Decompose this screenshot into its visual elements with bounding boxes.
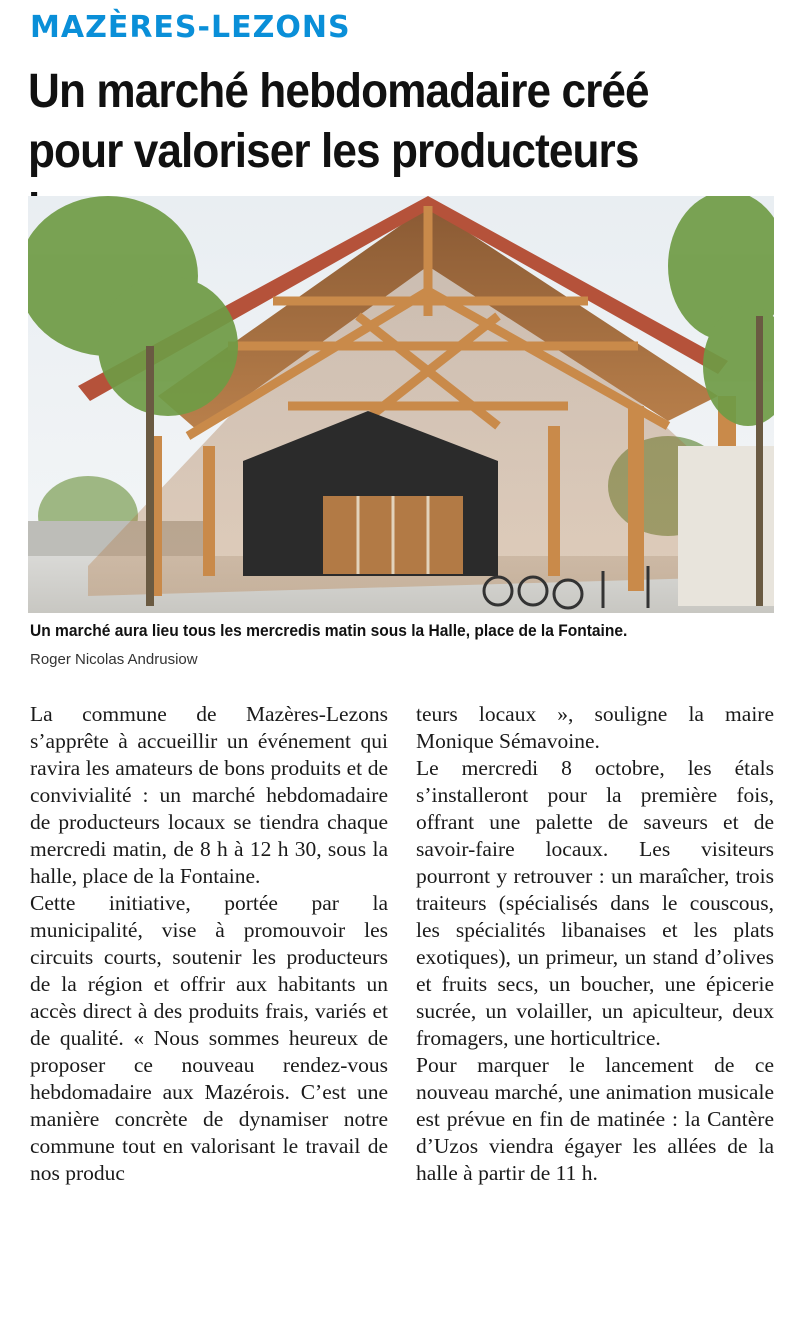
section-kicker: MAZÈRES-LEZONS <box>30 10 351 45</box>
article-paragraph-continued: teurs locaux », souligne la maire Monique Sémavoine. <box>416 702 774 753</box>
article-paragraph: Pour marquer le lancement de ce nouveau marché, une animation musicale est prévue en fin de matinée : la Cantère d’Uzos viendra égayer les allées de la halle à partir de 11 h. <box>416 1053 774 1185</box>
photo-credit: Roger Nicolas Andrusiow <box>30 651 198 668</box>
article-column-left <box>30 701 388 1187</box>
headline: Un marché hebdomadaire créé pour valoriser les producteurs <box>28 65 649 178</box>
article-paragraph: Le mercredi 8 octobre, les étals s’installeront pour la première fois, offrant une palette de saveurs et de savoir-faire locaux. Les visiteurs pourront y retrouver : un maraîcher, trois traiteurs (spécialisés dans le couscous, les spécialités libanaises et les plats exotiques), un primeur, un stand d’olives et fruits secs, un boucher, une épicerie sucrée, un volailler, un apiculteur, deux fromagers, une horticultrice. <box>416 756 774 1050</box>
article-paragraph: La commune de Mazères-Lezons s’apprête à accueillir un événement qui ravira les amateurs de bons produits et de convivialité : un marché hebdomadaire de producteurs locaux se tiendra chaque mercredi matin, de 8 h à 12 h 30, sous la halle, place de la Fontaine. <box>30 702 388 888</box>
article-column-right <box>416 701 774 1187</box>
article-paragraph: Cette initiative, portée par la municipalité, vise à promouvoir les circuits courts, soutenir les producteurs de la région et offrir aux habitants un accès direct à des produits frais, variés et de qualité. « Nous sommes heureux de proposer ce nouveau rendez-vous hebdomadaire aux Mazérois. C’est une manière concrète de dynamiser notre commune tout en valorisant le travail de nos produc <box>30 891 388 1185</box>
photo-caption: Un marché aura lieu tous les mercredis matin sous la Halle, place de la Fontaine. <box>30 621 628 640</box>
market-hall-photo <box>28 196 774 613</box>
